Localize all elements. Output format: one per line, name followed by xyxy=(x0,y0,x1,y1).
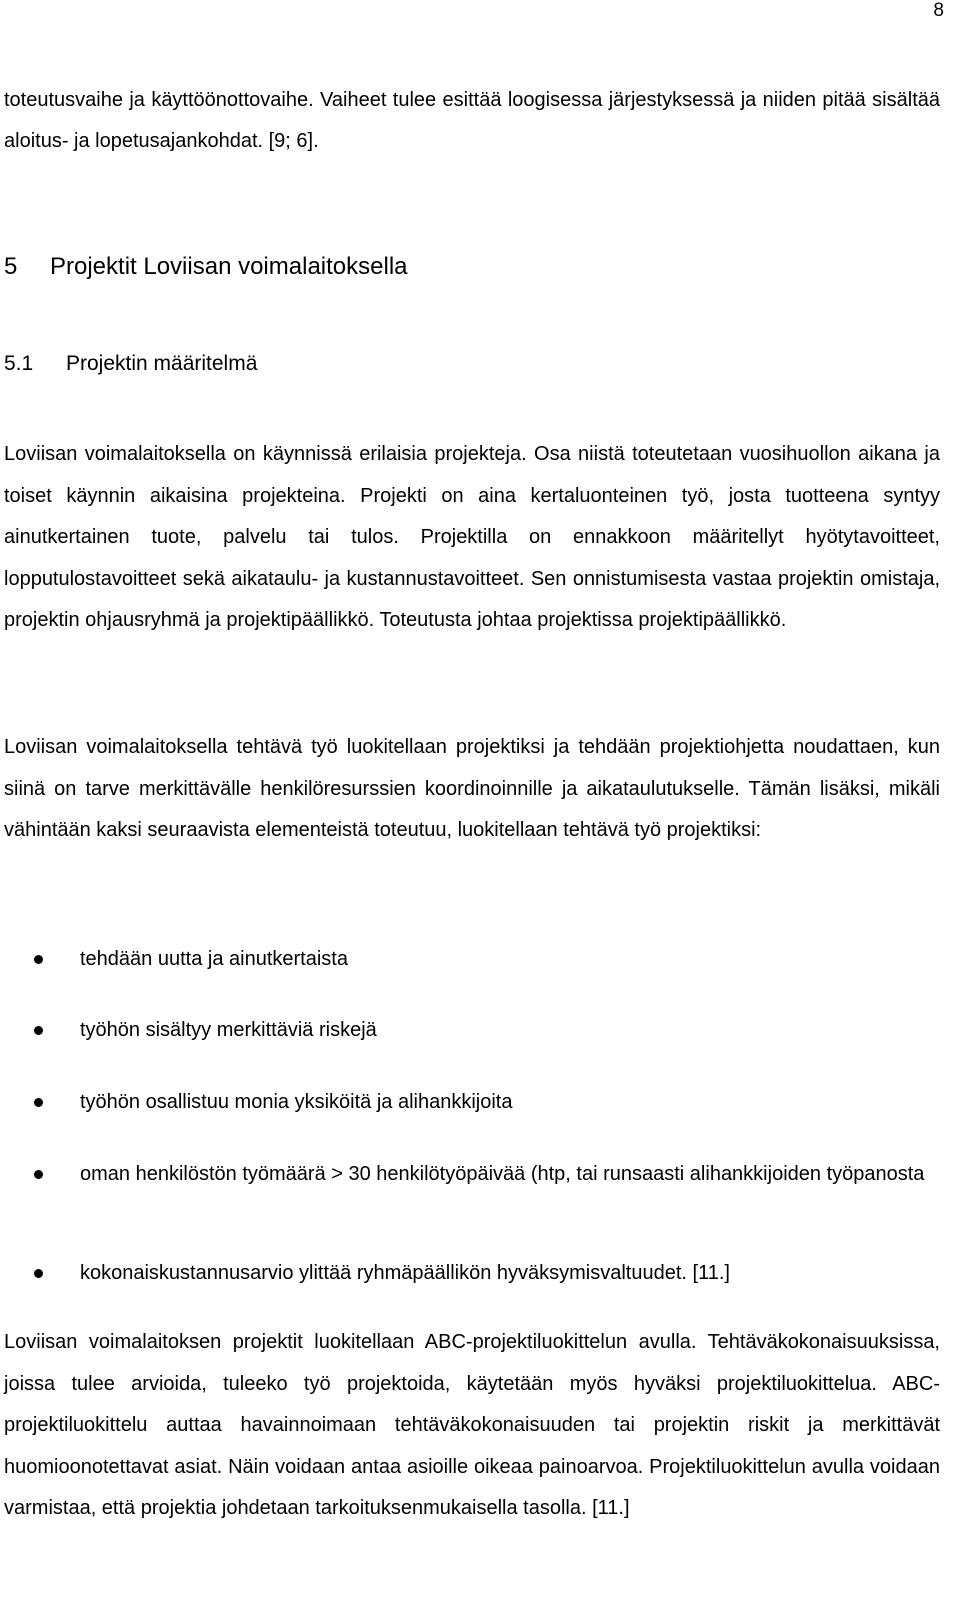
bullet-text: työhön osallistuu monia yksiköitä ja alihankkijoita xyxy=(80,1091,513,1113)
bullet-text: työhön sisältyy merkittäviä riskejä xyxy=(80,1019,377,1041)
bullet-text: kokonaiskustannusarvio ylittää ryhmäpäällikön hyväksymisvaltuudet. [11.] xyxy=(80,1262,730,1284)
paragraph-1: Loviisan voimalaitoksella on käynnissä erilaisia projekteja. Osa niistä toteutetaan vuosihuollon aikana ja toiset käynnin aikaisina projekteina. Projekti on aina kertaluonteinen työ, josta tuotteena syntyy ainutkertainen tuote, palvelu tai tulos. Projektilla on ennakkoon määritellyt hyötytavoitteet, lopputulostavoitteet sekä aikataulu- ja kustannustavoitteet. Sen onnistumisesta vastaa projektin omistaja, projektin ohjausryhmä ja projektipäällikkö. Toteutusta johtaa projektissa projektipäällikkö. xyxy=(4,443,940,631)
bullet-text: tehdään uutta ja ainutkertaista xyxy=(80,948,348,970)
bullet-dot-icon xyxy=(34,1170,43,1179)
paragraph-2-block xyxy=(4,727,940,852)
bullet-text: oman henkilöstön työmäärä > 30 henkilötyöpäivää (htp, tai runsaasti alihankkijoiden työpanosta xyxy=(80,1163,925,1185)
paragraph-1-block xyxy=(4,434,940,642)
closing-paragraph-block xyxy=(4,1322,940,1530)
chapter-title: Projektit Loviisan voimalaitoksella xyxy=(50,253,408,280)
bullet-dot-icon xyxy=(34,955,43,964)
intro-paragraph: toteutusvaihe ja käyttöönottovaihe. Vaiheet tulee esittää loogisessa järjestyksessä ja niiden pitää sisältää aloitus- ja lopetusajankohdat. [9; 6]. xyxy=(4,89,940,152)
section-number: 5.1 xyxy=(4,352,34,375)
chapter-heading xyxy=(4,252,940,282)
section-heading xyxy=(4,350,940,378)
bullet-dot-icon xyxy=(34,1026,43,1035)
bullet-dot-icon xyxy=(34,1269,43,1278)
paragraph-2: Loviisan voimalaitoksella tehtävä työ luokitellaan projektiksi ja tehdään projektiohjetta noudattaen, kun siinä on tarve merkittävälle henkilöresurssien koordinoinnille ja aikataulutukselle. Tämän lisäksi, mikäli vähintään kaksi seuraavista elementeistä toteutuu, luokitellaan tehtävä työ projektiksi: xyxy=(4,736,940,841)
closing-paragraph: Loviisan voimalaitoksen projektit luokitellaan ABC-projektiluokittelun avulla. Tehtäväkokonaisuuksissa, joissa tulee arvioida, tuleeko työ projektoida, käytetään myös hyväksi projektiluokittelua. ABC-projektiluokittelu auttaa havainnoimaan tehtäväkokonaisuuden tai projektin riskit ja merkittävät huomioonotettavat asiat. Näin voidaan antaa asioille oikeaa painoarvoa. Projektiluokittelun avulla voidaan varmistaa, että projektia johdetaan tarkoituksenmukaisella tasolla. [11.] xyxy=(4,1331,940,1519)
section-title: Projektin määritelmä xyxy=(66,352,258,375)
page-number: 8 xyxy=(933,0,944,21)
intro-paragraph-block xyxy=(4,80,940,162)
bullet-dot-icon xyxy=(34,1098,43,1107)
chapter-number: 5 xyxy=(4,253,18,280)
